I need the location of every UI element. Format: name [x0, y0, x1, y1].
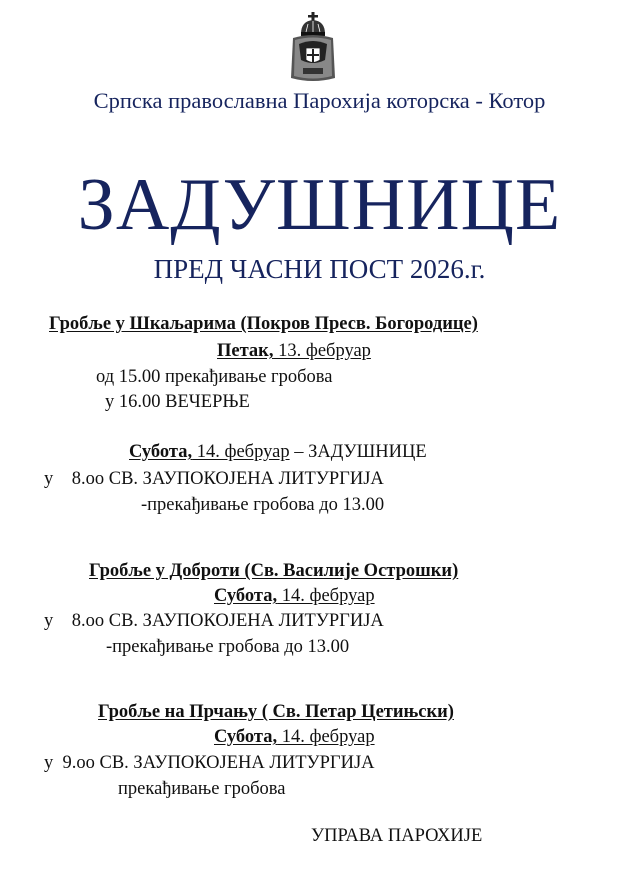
day-line	[217, 341, 371, 362]
day-line	[214, 586, 375, 607]
schedule-line: прекађивање гробова	[118, 779, 286, 799]
schedule-line: од 15.00 прекађивање гробова	[96, 367, 333, 387]
date: 14. фебруар	[192, 442, 290, 462]
cemetery-heading-skaljari: Гробље у Шкаљарима (Покров Пресв. Богородице)	[49, 314, 478, 334]
date: 14. фебруар	[277, 586, 375, 606]
date: 14. фебруар	[277, 727, 375, 747]
cemetery-heading-dobrota: Гробље у Доброти (Св. Василије Острошки)	[89, 561, 459, 581]
day-line	[129, 442, 427, 463]
weekday: Субота,	[214, 586, 278, 606]
parish-name: Српска православна Парохија которска - Котор	[93, 88, 546, 113]
cemetery-heading-prcanj: Гробље на Прчању ( Св. Петар Цетињски)	[98, 702, 454, 722]
weekday: Субота,	[214, 727, 278, 747]
schedule-line: у 9.oo СВ. ЗАУПОКОЈЕНА ЛИТУРГИЈА	[44, 753, 375, 773]
weekday: Субота,	[129, 442, 193, 462]
schedule-line: у 8.oo СВ. ЗАУПОКОЈЕНА ЛИТУРГИЈА	[44, 611, 384, 631]
schedule-line: у 16.00 ВЕЧЕРЊЕ	[105, 392, 250, 412]
schedule-line: -прекађивање гробова до 13.00	[141, 495, 385, 515]
signature: УПРАВА ПАРОХИЈЕ	[311, 826, 483, 846]
schedule-line: у 8.oo СВ. ЗАУПОКОЈЕНА ЛИТУРГИЈА	[44, 469, 384, 489]
page-title: ЗАДУШНИЦЕ	[77, 164, 562, 246]
serbian-orthodox-coat-of-arms-icon	[289, 12, 337, 84]
schedule-line: -прекађивање гробова до 13.00	[106, 637, 350, 657]
date: 13. фебруар	[273, 341, 371, 361]
weekday: Петак,	[217, 341, 274, 361]
day-line	[214, 727, 375, 748]
day-suffix: – ЗАДУШНИЦЕ	[289, 442, 427, 462]
page-subtitle: ПРЕД ЧАСНИ ПОСТ 2026.г.	[153, 254, 486, 284]
